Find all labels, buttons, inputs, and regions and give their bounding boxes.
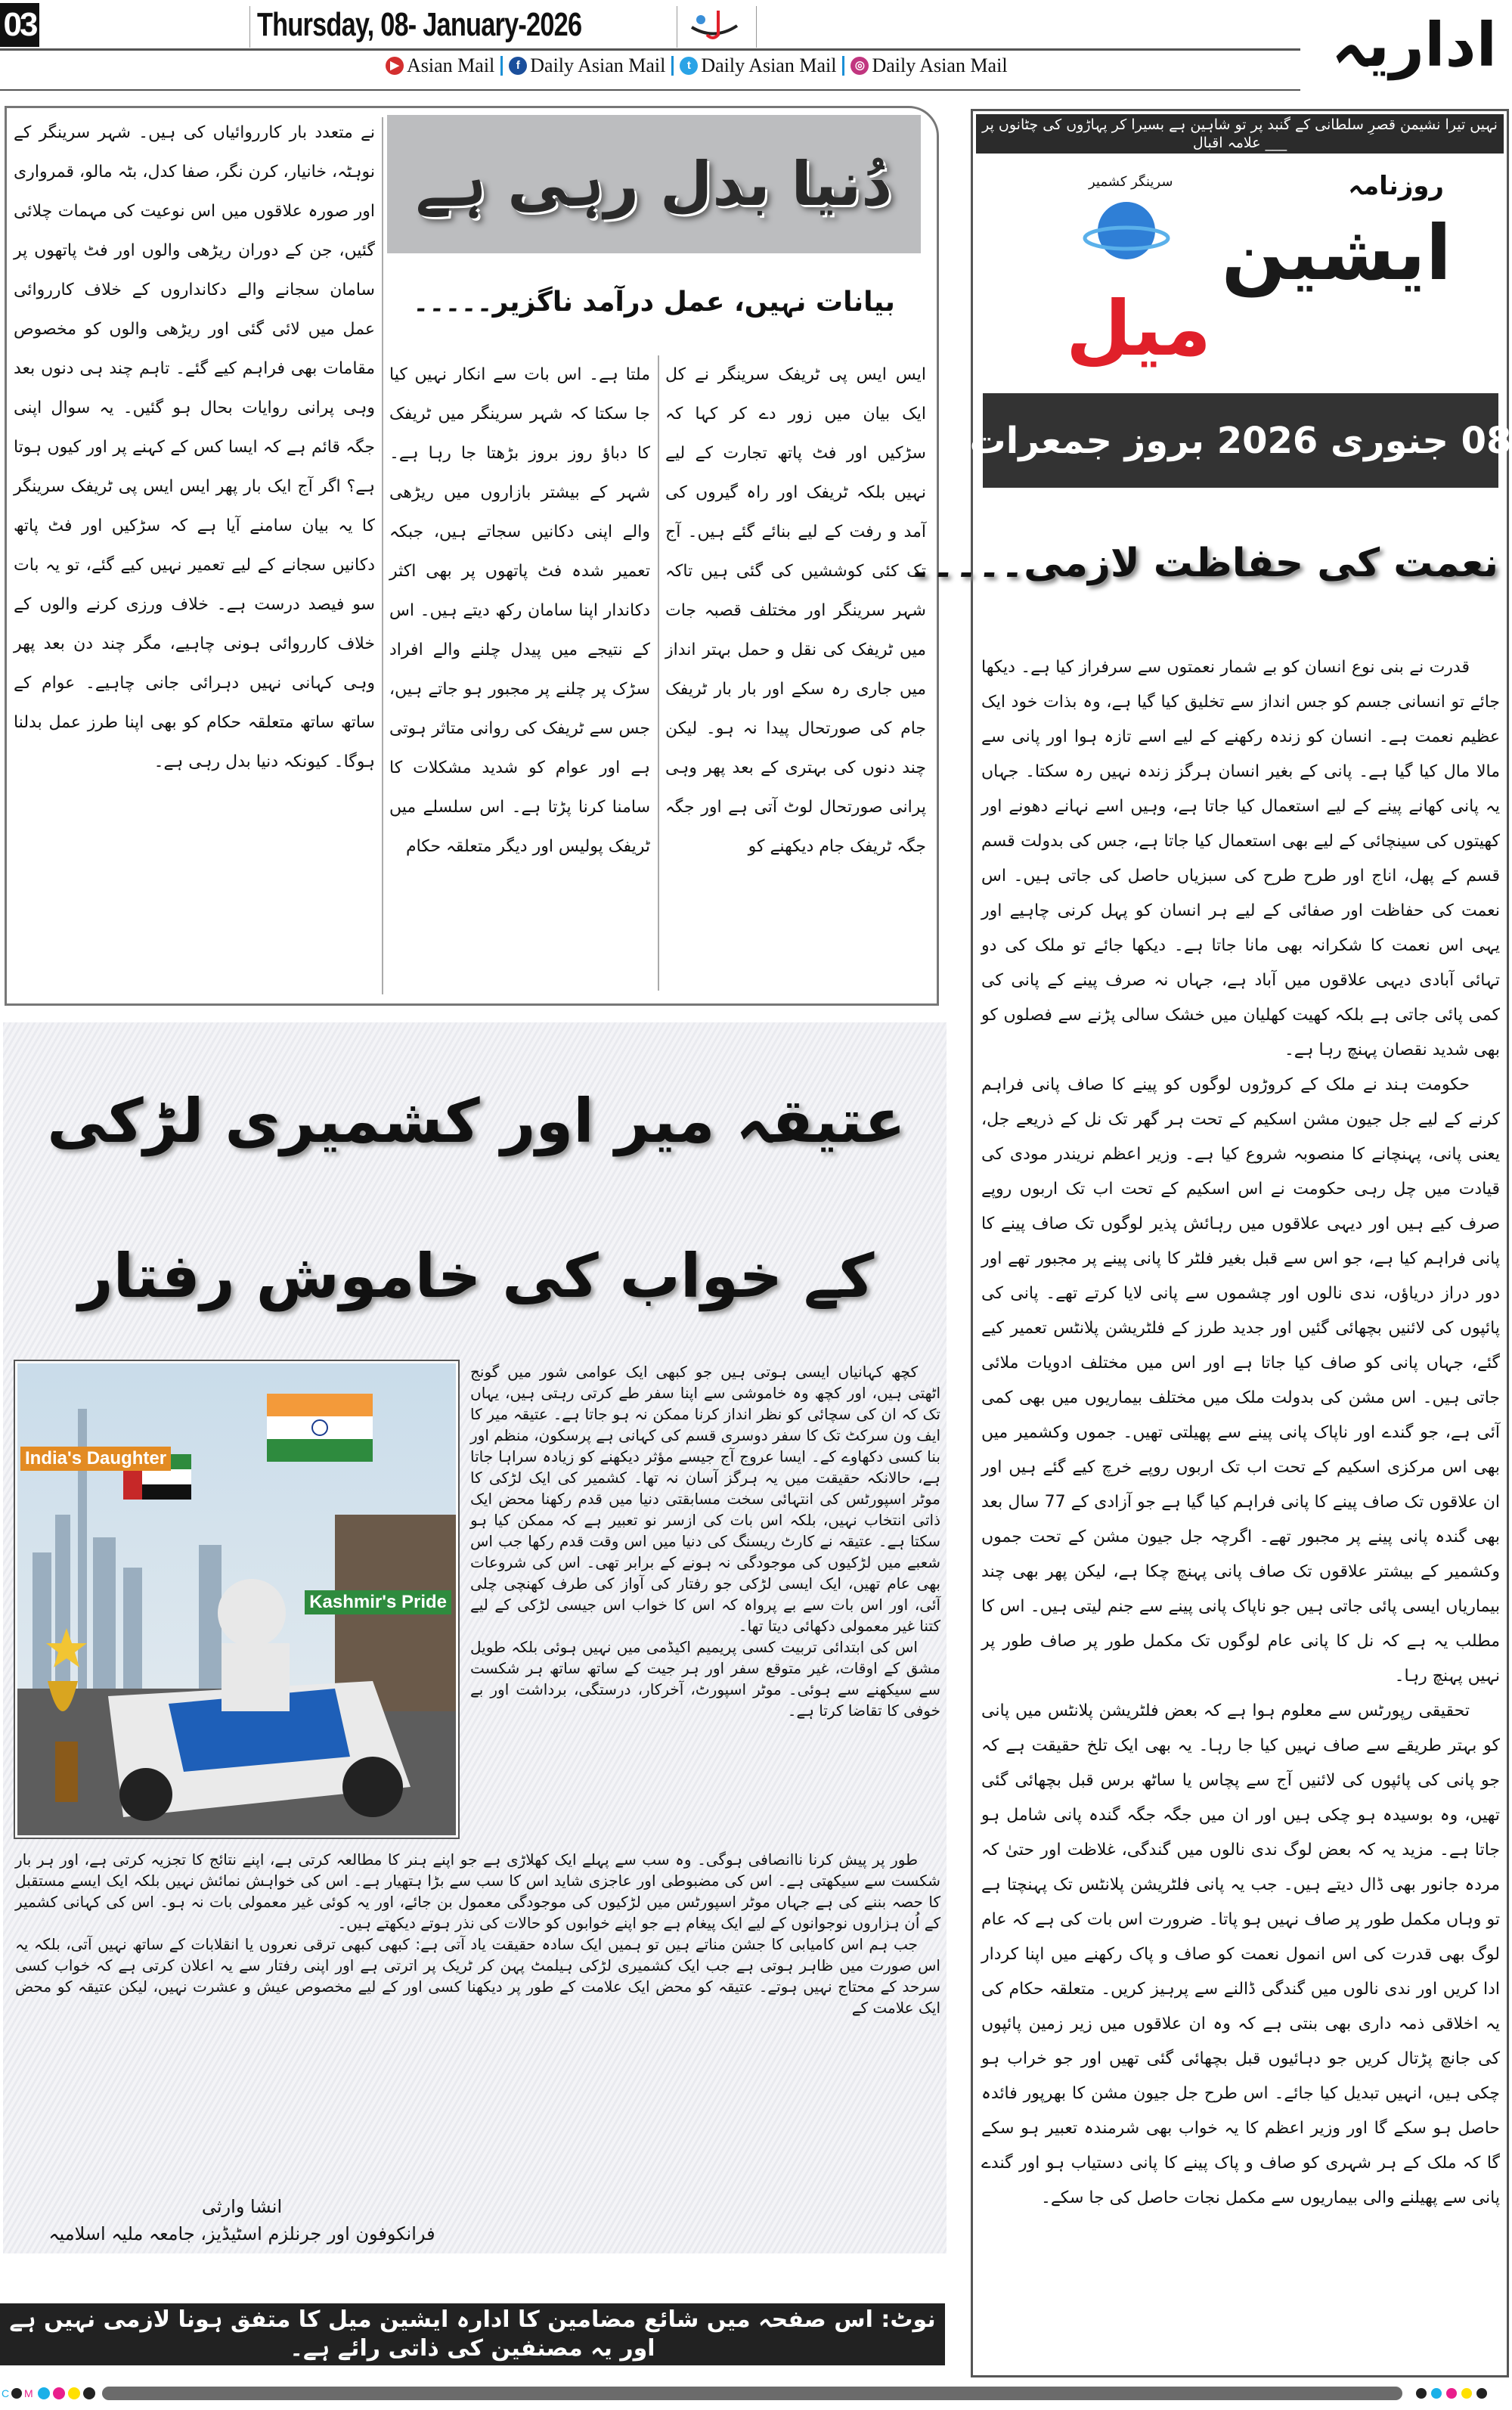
divider [249, 6, 250, 48]
column-divider [382, 117, 383, 994]
newspaper-mini-logo [684, 5, 745, 42]
author-credit [30, 2193, 454, 2247]
social-label: Daily Asian Mail [701, 54, 837, 76]
grey-bar [102, 2387, 1402, 2400]
registration-target-icon [11, 2388, 22, 2399]
india-flag [267, 1394, 373, 1462]
page-number: 03 [0, 3, 39, 47]
divider [671, 56, 674, 76]
masthead-quote: نہیں تیرا نشیمن قصرِ سلطانی کے گنبد پر تو شاہین ہے بسیرا کر پہاڑوں کی چٹانوں پر ___ علامہ اقبال [976, 114, 1504, 154]
reg-mark-c: C [2, 2387, 10, 2399]
feature-headline-line1: عتیقہ میر اور کشمیری لڑکی [47, 1086, 906, 1156]
masthead-logo [1043, 159, 1467, 378]
masthead-name-black: ایشین [1221, 209, 1452, 297]
top-article-headline: دُنیا بدل رہی ہے [387, 115, 921, 253]
facebook-icon: f [509, 57, 527, 75]
divider [500, 56, 503, 76]
black-swatch [83, 2387, 95, 2399]
feature-headline-line2: کے خواب کی خاموش رفتار [78, 1241, 875, 1311]
section-title: اداریہ [1331, 10, 1497, 80]
social-links [386, 54, 1008, 77]
print-registration-bar [0, 2374, 1512, 2410]
photo-label-kashmirs-pride: Kashmir's Pride [305, 1590, 451, 1614]
social-label: Daily Asian Mail [530, 54, 666, 76]
feature-text-full-width [15, 1849, 940, 2018]
reg-mark-m: M [24, 2387, 33, 2399]
author-affiliation: فرانکوفون اور جرنلزم اسٹیڈیز، جامعہ ملیہ اسلامیہ [48, 2223, 435, 2244]
yellow-swatch [68, 2387, 80, 2399]
masthead-place: سرینگر کشمیر [1089, 174, 1173, 190]
top-article-column-right: ایس ایس پی ٹریفک سرینگر نے کل ایک بیان میں زور دے کر کہا کہ سڑکیں اور فٹ پاتھ تجارت کے لیے نہیں بلکہ ٹریفک اور راہ گیروں کی آمد و رفت کے لیے بنائے گئے ہیں۔ آج تک کئی کوششیں کی گئی ہیں تاکہ شہر سرینگر اور مختلف قصبہ جات میں ٹریفک کی نقل و حمل بہتر انداز میں جاری رہ سکے اور بار بار ٹریفک جام کی صورتحال پیدا نہ ہو۔ لیکن چند دنوں کی بہتری کے بعد پھر وہی پرانی صورتحال لوٹ آتی ہے اور جگہ جگہ ٹریفک جام دیکھنے کو [665, 365, 926, 856]
twitter-icon: t [680, 57, 698, 75]
social-facebook[interactable] [509, 54, 665, 77]
social-instagram[interactable] [850, 54, 1007, 77]
social-label: Daily Asian Mail [872, 54, 1008, 76]
top-article-column-middle: ملتا ہے۔ اس بات سے انکار نہیں کیا جا سکتا کہ شہر سرینگر میں ٹریفک کا دباؤ روز بروز بڑھتا جا رہا ہے۔ شہر کے بیشتر بازاروں میں ریڑھی والے اپنی دکانیں سجاتے ہیں، جبکہ تعمیر شدہ فٹ پاتھوں پر بھی اکثر دکاندار اپنا سامان رکھ دیتے ہیں۔ اس کے نتیجے میں پیدل چلنے والے افراد سڑک پر چلنے پر مجبور ہو جاتے ہیں، جس سے ٹریفک کی روانی متاثر ہوتی ہے اور عوام کو شدید مشکلات کا سامنا کرنا پڑتا ہے۔ اس سلسلے میں ٹریفک پولیس اور دیگر متعلقہ حکام [389, 365, 650, 856]
header-rule [0, 48, 1300, 51]
top-article-column-left: نے متعدد بار کارروائیاں کی ہیں۔ شہر سرینگر کے نوہٹہ، خانیار، کرن نگر، صفا کدل، بٹہ مالو، قمرواری اور صورہ علاقوں میں اس نوعیت کی مہمات چلائی گئیں، جن کے دوران ریڑھی والوں اور فٹ پاتھوں پر سامان سجانے والے دکانداروں کے خلاف کارروائی عمل میں لائی گئی اور ریڑھی والوں کو مخصوص مقامات بھی فراہم کیے گئے۔ تاہم چند ہی دنوں بعد وہی پرانی روایات بحال ہو گئیں۔ یہ سوال اپنی جگہ قائم ہے کہ ایسا کس کے کہنے پر اور کیوں ہوتا ہے؟ اگر آج ایک بار پھر ایس ایس پی ٹریفک سرینگر کا یہ بیان سامنے آیا ہے کہ سڑکیں اور فٹ پاتھ دکانیں سجانے کے لیے تعمیر نہیں کیے گئے، تو یہ بات سو فیصد درست ہے۔ خلاف ورزی کرنے والوں کے خلاف کارروائی ہونی چاہیے، مگر چند دن بعد پھر وہی کہانی نہیں دہرائی جانی چاہیے۔ عوام کے ساتھ ساتھ متعلقہ حکام کو بھی اپنا طرز عمل بدلنا ہوگا۔ کیونکہ دنیا بدل رہی ہے۔ [14, 123, 375, 771]
social-twitter[interactable] [680, 54, 836, 77]
photo-label-indias-daughter: India's Daughter [20, 1447, 171, 1471]
author-name: انشا وارثی [201, 2196, 283, 2217]
social-youtube[interactable] [386, 54, 494, 77]
feature-paragraph: جب ہم اس کامیابی کا جشن مناتے ہیں تو ہمیں ایک سادہ حقیقت یاد آتی ہے: کبھی کبھی ترقی نعروں یا انقلابات کے ساتھ نہیں آتی، بلکہ یہ اس صورت میں ظاہر ہوتی ہے جب ایک کشمیری لڑکی ہیلمٹ پہن کر ٹریک پر اترتی ہے اور اپنی رفتار سے یہ اعلان کرتی ہے کہ خواب کسی سرحد کے محتاج نہیں ہوتے۔ عتیقہ کو محض ایک علامت کے طور پر دیکھنا کسی اور کے لیے مخصوص عیش و عشرت نہیں، لیکن عتیقہ کو محض ایک علامت کے [15, 1935, 940, 2017]
editorial-headline: نعمت کی حفاظت لازمی۔۔۔۔۔ [908, 541, 1498, 586]
feature-paragraph: اس کی ابتدائی تربیت کسی پریمیم اکیڈمی میں نہیں ہوئی بلکہ طویل مشق کے اوقات، غیر متوقع سفر اور ہر جیت کے ساتھ ساتھ ہر شکست سے سیکھنے سے ہوئی۔ موٹر اسپورٹ، آخرکار، درستگی، برداشت اور بے خوفی کا تقاضا کرتا ہے۔ [470, 1638, 940, 1720]
social-label: Asian Mail [407, 54, 495, 76]
divider [842, 56, 844, 76]
masthead-prefix: روزنامہ [1348, 171, 1444, 201]
feature-paragraph: طور پر پیش کرنا ناانصافی ہوگی۔ وہ سب سے پہلے ایک کھلاڑی ہے جو اپنے ہنر کا مطالعہ کرتی ہے، اپنے نتائج کا تجزیہ کرتی ہے، اور ہر بار شکست سے سیکھتی ہے۔ اس کی مضبوطی اور عاجزی شاید اس کا سب سے بڑا ہتھیار ہے۔ اس کی خواہش نمائش نہیں بلکہ ایک ایسے مستقبل کا حصہ بننے کی ہے جہاں موٹر اسپورٹس میں لڑکیوں کی موجودگی معمول بن جائے، اور یہ کوئی غیر معمولی بات نہ ہو۔ اس کی کہانی کشمیر کے اُن ہزاروں نوجوانوں کے لیے ایک پیغام ہے جو اپنے خوابوں کو حالات کی نذر ہوتے دیکھتے ہیں۔ [15, 1850, 940, 1932]
editorial-paragraph: تحقیقی رپورٹس سے معلوم ہوا ہے کہ بعض فلٹریشن پلانٹس میں پانی کو بہتر طریقے سے صاف نہیں کیا جا رہا۔ یہ بھی ایک تلخ حقیقت ہے کہ جو پانی کی پائپوں کی لائنیں آج سے پچاس یا ساٹھ برس قبل بچھائی گئی تھیں، وہ بوسیدہ ہو چکی ہیں اور ان میں جگہ جگہ گندہ پانی شامل ہو جاتا ہے۔ مزید یہ کہ بعض لوگ ندی نالوں میں گندگی، غلاظت اور حتیٰ کہ مردہ جانور بھی ڈال دیتے ہیں۔ جب یہ پانی فلٹریشن پلانٹس تک پہنچتا ہے تو وہاں مکمل طور پر صاف نہیں ہو پاتا۔ ضرورت اس بات کی ہے کہ عام لوگ بھی قدرت کی اس انمول نعمت کو صاف و پاک رکھنے میں اپنا کردار ادا کریں اور ندی نالوں میں گندگی ڈالنے سے پرہیز کریں۔ متعلقہ حکام کی یہ اخلاقی ذمہ داری بھی بنتی ہے کہ وہ ان علاقوں میں زیر زمین پائپوں کی جانچ پڑتال کریں جو دہائیوں قبل بچھائی گئی تھیں اور جو خراب ہو چکی ہیں، انہیں تبدیل کیا جائے۔ اس طرح جل جیون مشن کا بھرپور فائدہ حاصل ہو سکے گا اور وزیر اعظم کا یہ خواب بھی شرمندہ تعبیر ہو سکے گا کہ ملک کے ہر شہری کو صاف و پاک پینے کا پانی دستیاب ہو اور گندے پانی سے پھیلنے والی بیماریوں سے مکمل نجات حاصل کی جا سکے۔ [981, 1701, 1500, 2207]
feature-text-beside-photo [470, 1361, 940, 1721]
editorial-paragraph: قدرت نے بنی نوع انسان کو بے شمار نعمتوں سے سرفراز کیا ہے۔ دیکھا جائے تو انسانی جسم کو جس انداز سے تخلیق کیا گیا ہے، وہ بذات خود ایک عظیم نعمت ہے۔ انسان کو زندہ رکھنے کے لیے اسے تازہ ہوا اور پانی سے مالا مال کیا گیا ہے۔ پانی کے بغیر انسان ہرگز زندہ نہیں رہ سکتا۔ جہاں یہ پانی کھانے پینے کے لیے استعمال کیا جاتا ہے، وہیں اسے نہانے دھونے اور کھیتوں کی سینچائی کے لیے بھی استعمال کیا جاتا ہے، جس کی بدولت قسم قسم کے پھل، اناج اور طرح طرح کی سبزیاں حاصل کی جاتی ہیں۔ اس نعمت کی حفاظت اور صفائی کے لیے ہر انسان کو پہل کرنی چاہیے اور یہی اس نعمت کا شکرانہ بھی مانا جاتا ہے۔ دیکھا جائے تو ملک کی دو تہائی آبادی دیہی علاقوں میں آباد ہے، جہاں نہ صرف پینے کے پانی کی کمی پائی جاتی ہے بلکہ کھیت کھلیان میں خشک سالی پڑنے سے فصلوں کو بھی شدید نقصان پہنچ رہا ہے۔ [981, 658, 1500, 1059]
cyan-swatch [38, 2387, 50, 2399]
disclaimer-note: نوٹ: اس صفحہ میں شائع مضامین کا ادارہ ایشین میل کا متفق ہونا لازمی نہیں ہے اور یہ مصنفین کی ذاتی رائے ہے۔ [0, 2303, 945, 2365]
masthead-name-red: میل [1066, 284, 1211, 373]
issue-date: Thursday, 08- January-2026 [257, 6, 582, 43]
editorial-paragraph: حکومت ہند نے ملک کے کروڑوں لوگوں کو پینے کا صاف پانی فراہم کرنے کے لیے جل جیون مشن اسکیم کے تحت ہر گھر تک نل کے ذریعے جل، یعنی پانی، پہنچانے کا منصوبہ شروع کیا ہے۔ وزیر اعظم نریندر مودی کی قیادت میں چل رہی حکومت نے اس اسکیم کے تحت اب تک اربوں روپے صرف کیے ہیں اور دیہی علاقوں میں رہائش پذیر لوگوں تک صاف پینے کا پانی فراہم کیا ہے، جو اس سے قبل بغیر فلٹر کا پانی پینے پر مجبور تھے اور دور دراز دریاؤں، ندی نالوں اور چشموں سے پانی لایا کرتے تھے۔ پانی کی پائپوں کی لائنیں بچھائی گئیں اور جدید طرز کے فلٹریشن پلانٹس تعمیر کیے گئے، جہاں پانی کو صاف کیا جاتا ہے اور اس میں مختلف ادویات ملائی جاتی ہیں۔ اس مشن کی بدولت ملک میں مختلف بیماریوں میں بھی کمی آئی ہے، جو گندے اور ناپاک پانی پینے سے پھیلتی تھیں۔ جموں وکشمیر میں بھی اس مرکزی اسکیم کے تحت اب تک اربوں روپے خرچ کیے گئے ہیں اور ان علاقوں تک صاف پینے کا پانی فراہم کیا گیا ہے جو آزادی کے 77 سال بعد بھی گندہ پانی پینے پر مجبور تھے۔ اگرچہ جل جیون مشن کے تحت جموں وکشمیر کے بیشتر علاقوں تک صاف پانی پہنچ چکا ہے، لیکن پھر بھی چند بیماریاں ایسی پائی جاتی ہیں جو ناپاک پانی پینے سے جنم لیتی ہیں۔ اس کا مطلب یہ ہے کہ نل کا پانی عام لوگوں تک مکمل طور پر صاف طور پر نہیں پہنچ رہا۔ [981, 1075, 1500, 1686]
editorial-date-bar: 08 جنوری 2026 بروز جمعرات [983, 393, 1498, 488]
divider [756, 6, 757, 48]
editorial-body [981, 650, 1500, 2216]
magenta-swatch [53, 2387, 65, 2399]
youtube-icon: ▶ [386, 57, 404, 75]
top-article-subheadline: بیانات نہیں، عمل درآمد ناگزیر۔۔۔۔۔ [413, 287, 895, 318]
feature-paragraph: کچھ کہانیاں ایسی ہوتی ہیں جو کبھی ایک عوامی شور میں گونج اٹھتی ہیں، اور کچھ وہ خاموشی سے اپنا سفر طے کرتی رہتی ہیں، یہاں تک کہ ان کی سچائی کو نظر انداز کرنا ممکن نہ ہو جاتا ہے۔ عتیقہ میر کا ایف ون سرکٹ تک کا سفر دوسری قسم کی کہانی ہے پرسکون، منظم اور بنا کسی دکھاوے کے۔ ایسا عروج آج جیسے مؤثر دیکھنے کو زیادہ سراہا جاتا ہے، حالانکہ حقیقت میں یہ ہرگز آسان نہ تھا۔ کشمیر کی ایک لڑکی کا موٹر اسپورٹس کی انتہائی سخت مسابقتی دنیا میں قدم رکھنا محض ایک ذاتی انتخاب نہیں، بلکہ اس بات کی ازسر نو تعبیر ہے کہ ممکن کیا ہو سکتا ہے۔ عتیقہ نے کارٹ ریسنگ کی دنیا میں اس وقت قدم رکھا جب اس شعبے میں لڑکیوں کی موجودگی نہ ہونے کے برابر تھی۔ اس کی شروعات بھی عام تھیں، ایک ایسی لڑکی جو رفتار کی آواز کی طرف کھنچی چلی آئی، اور اس بات سے بے پرواہ کہ اس کا خواب اس جیسی لڑکی کے لیے کتنا غیر معمولی دکھائی دیتا تھا۔ [470, 1363, 940, 1635]
column-divider [658, 355, 659, 991]
feature-photo [15, 1361, 458, 1838]
header-rule [0, 89, 1300, 91]
instagram-icon: ◎ [850, 57, 869, 75]
